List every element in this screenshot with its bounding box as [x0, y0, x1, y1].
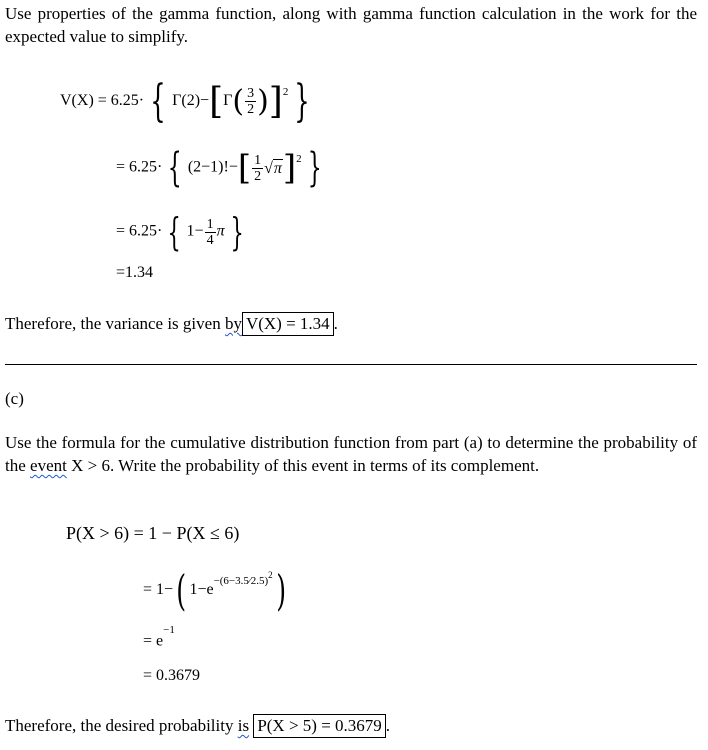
fraction-three-halves [245, 86, 256, 117]
probability-equation-1: P(X > 6) = 1 − P(X ≤ 6) [66, 523, 240, 543]
eq2-exponent: −(6−3.5⁄2.5) [213, 575, 269, 588]
fraction-numerator: 1 [254, 152, 262, 168]
square-exponent: 2 [296, 152, 302, 165]
left-brace: { [167, 210, 182, 254]
probability-equation-2 [143, 566, 289, 615]
left-bracket: [ [209, 81, 224, 122]
left-brace: { [168, 145, 183, 191]
eq1-gamma2: Γ(2)− [172, 92, 210, 110]
conclusion-text: Therefore, the desired probability [5, 716, 238, 735]
left-paren: ( [176, 566, 187, 615]
section-divider [5, 364, 697, 365]
variance-equation-2 [116, 145, 327, 191]
right-paren: ) [275, 566, 286, 615]
conclusion-period: . [333, 314, 338, 333]
variance-equation-4: =1.34 [116, 264, 154, 281]
left-brace: { [150, 76, 166, 127]
square-root: √π [264, 159, 282, 177]
variance-conclusion [5, 312, 338, 336]
conclusion-text: Therefore, the variance is given [5, 314, 225, 333]
right-brace: } [230, 210, 244, 254]
intro-event: event [30, 456, 67, 475]
eq2-lhs: = 6.25· [116, 158, 163, 176]
probability-equation-3 [143, 624, 175, 650]
eq1-lhs: V(X) = 6.25· [60, 92, 145, 110]
conclusion-is: is [237, 716, 250, 735]
fraction-one-quarter [205, 217, 216, 248]
conclusion-period: . [385, 716, 391, 735]
right-bracket: ] [268, 81, 283, 122]
left-paren: ( [232, 84, 245, 119]
fraction-denominator: 2 [247, 102, 255, 117]
pi-symbol: π [216, 222, 225, 240]
intro-text-2: X > 6. Write the probability of this event in terms of its complement. [66, 456, 540, 475]
eq2-exponent-square: 2 [268, 570, 273, 581]
right-paren: ) [257, 84, 269, 119]
fraction-numerator: 3 [247, 86, 255, 101]
conclusion-by: by [224, 314, 242, 333]
eq1-gamma: Γ [223, 92, 233, 110]
right-brace: } [294, 76, 311, 127]
eq2-factorial: (2−1)!− [187, 158, 238, 176]
eq3-lhs: = 6.25· [116, 222, 163, 240]
eq2-pre: = 1− [143, 581, 174, 599]
eq3-exponent: −1 [163, 624, 175, 636]
probability-conclusion [5, 714, 390, 738]
fraction-numerator: 1 [206, 216, 214, 232]
fraction-one-half [252, 153, 263, 184]
probability-equation-4: = 0.3679 [143, 667, 201, 684]
variance-equation-1 [60, 76, 316, 127]
eq3-pre: = e [143, 632, 164, 650]
eq3-one-minus: 1− [186, 222, 204, 240]
left-bracket: [ [237, 148, 252, 188]
fraction-denominator: 4 [206, 232, 214, 248]
right-bracket: ] [282, 148, 297, 188]
fraction-denominator: 2 [254, 168, 262, 184]
square-exponent: 2 [282, 86, 289, 99]
probability-answer-box: P(X > 5) = 0.3679 [253, 714, 385, 738]
part-c-label: (c) [5, 389, 24, 408]
right-brace: } [307, 145, 322, 191]
intro-text-1: Use the formula for the cumulative distribution function from part (a) to determine the probability of the [5, 433, 697, 475]
gamma-intro-paragraph: Use properties of the gamma function, along with gamma function calculation in the work for the expected value to simplify. [5, 4, 697, 46]
eq2-inner: 1−e [189, 581, 214, 599]
sqrt-pi: π [273, 159, 282, 177]
variance-equation-3 [116, 210, 249, 254]
variance-answer-box: V(X) = 1.34 [242, 312, 334, 336]
cdf-intro-paragraph [5, 431, 697, 477]
